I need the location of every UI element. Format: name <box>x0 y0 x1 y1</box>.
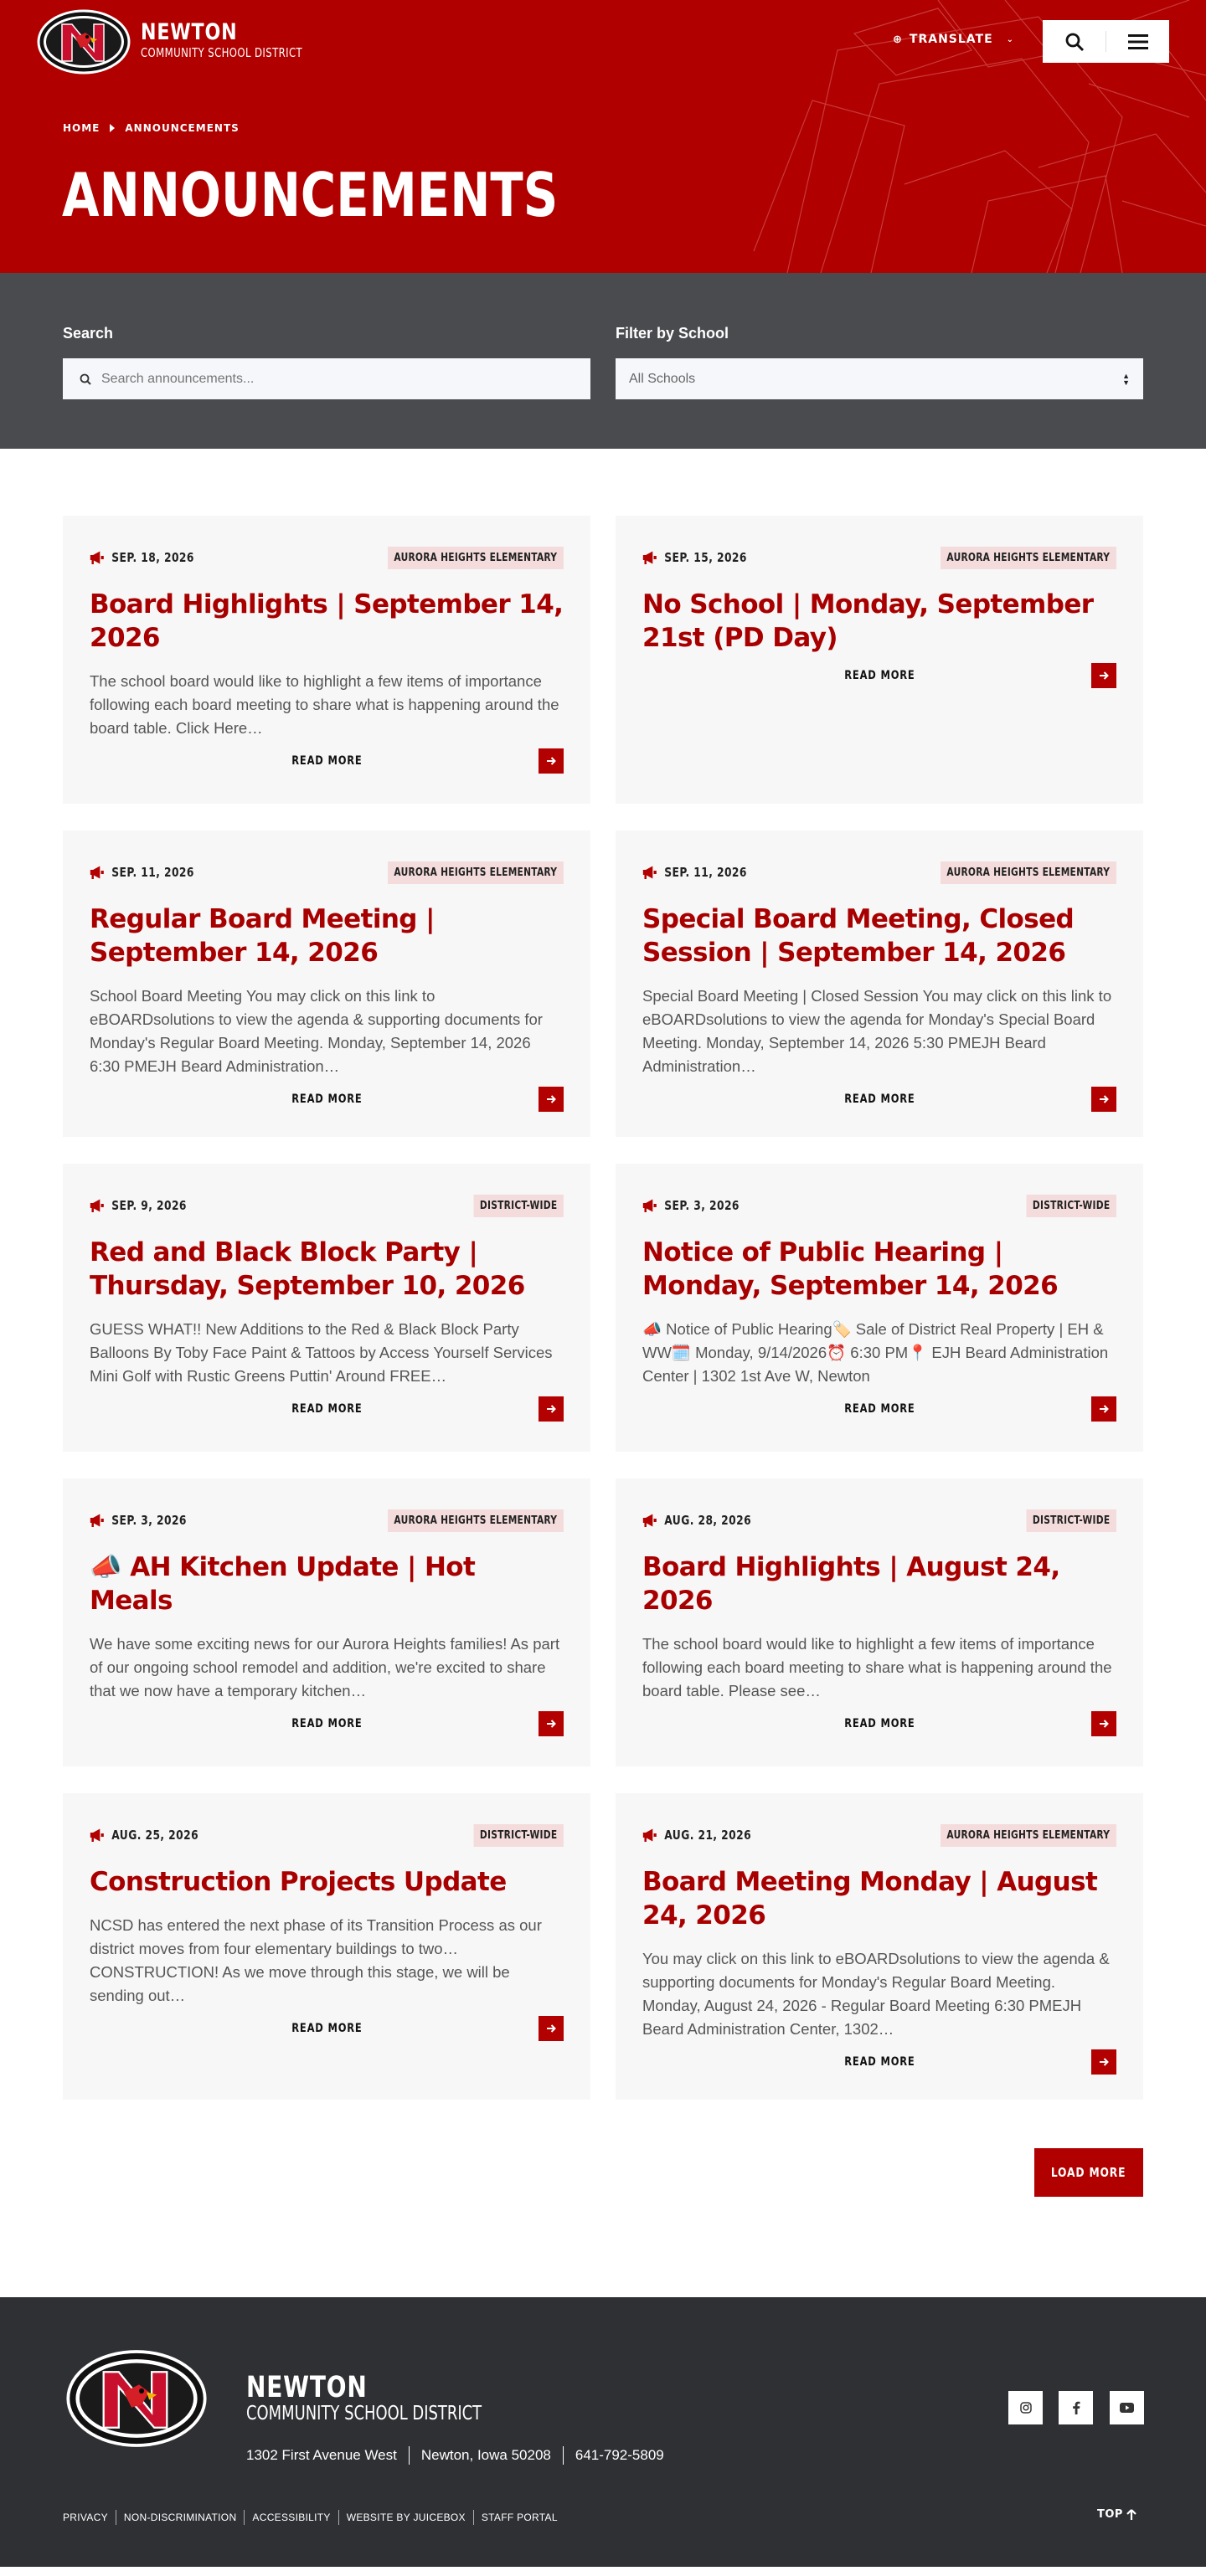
brand[interactable] <box>141 20 348 60</box>
footer-city: Newton, Iowa 50208 <box>409 2446 563 2465</box>
megaphone-icon <box>642 551 657 564</box>
card-title[interactable]: Construction Projects Update <box>90 1867 507 1897</box>
arrow-right-icon <box>1099 671 1109 681</box>
card-excerpt: School Board Meeting You may click on this link to eBOARDsolutions to view the agenda & supporting documents for Monday's Regular Board Meeting. Monday, September 14, 2026 6:30 PMEJH Beard Administration… <box>90 987 543 1075</box>
card-title[interactable]: Board Highlights | August 24, 2026 <box>642 1552 1060 1616</box>
card-date <box>90 1198 187 1213</box>
arrow-right-icon <box>546 2023 556 2034</box>
card-title[interactable]: Board Meeting Monday | August 24, 2026 <box>642 1867 1098 1931</box>
card-school-tag: DISTRICT-WIDE <box>474 1195 564 1217</box>
card-footer <box>642 1396 1116 1422</box>
card-date-text: SEP. 15, 2026 <box>664 550 747 565</box>
card-date-text: SEP. 11, 2026 <box>664 865 747 880</box>
card-title[interactable]: Red and Black Block Party | Thursday, September 10, 2026 <box>90 1237 525 1301</box>
megaphone-icon <box>90 1828 105 1842</box>
card-meta <box>90 861 564 884</box>
announcement-grid <box>0 449 1206 2100</box>
card-date-text: AUG. 28, 2026 <box>664 1513 752 1528</box>
header-tools <box>1043 20 1169 63</box>
page-title: ANNOUNCEMENTS <box>62 160 559 230</box>
read-more-link[interactable]: READ MORE <box>843 669 915 682</box>
announcement-card[interactable] <box>63 830 590 1137</box>
site-footer <box>0 2297 1206 2567</box>
megaphone-icon <box>90 551 105 564</box>
youtube-link[interactable] <box>1110 2391 1144 2424</box>
arrow-right-icon <box>1099 2057 1109 2067</box>
arrow-right-icon <box>1099 1719 1109 1729</box>
announcement-card[interactable] <box>63 1164 590 1452</box>
card-date <box>90 1828 198 1843</box>
card-date <box>642 1828 751 1843</box>
footer-brand-name: NEWTON <box>246 2371 368 2404</box>
megaphone-icon <box>90 1514 105 1527</box>
youtube-icon <box>1120 2403 1134 2413</box>
card-date <box>90 1513 187 1528</box>
card-footer <box>90 1396 564 1422</box>
facebook-icon <box>1072 2401 1080 2414</box>
megaphone-icon <box>642 1828 657 1842</box>
read-more-link[interactable]: READ MORE <box>843 1717 915 1730</box>
read-more-arrow-button[interactable] <box>539 2016 564 2041</box>
footer-link-non-discrimination[interactable]: NON-DISCRIMINATION <box>116 2510 245 2525</box>
card-footer <box>90 1711 564 1736</box>
card-title[interactable]: Board Highlights | September 14, 2026 <box>90 589 564 653</box>
megaphone-icon <box>642 1199 657 1212</box>
read-more-link[interactable]: READ MORE <box>291 1093 363 1106</box>
arrow-right-icon <box>546 1719 556 1729</box>
footer-link-accessibility[interactable]: ACCESSIBILITY <box>244 2510 338 2525</box>
search-input[interactable] <box>101 372 590 387</box>
card-school-tag: AURORA HEIGHTS ELEMENTARY <box>941 547 1116 569</box>
top-label: TOP <box>1097 2508 1123 2521</box>
card-date <box>642 1198 740 1213</box>
card-footer <box>90 2016 564 2041</box>
card-school-tag: DISTRICT-WIDE <box>1027 1509 1116 1532</box>
card-title[interactable]: 📣 AH Kitchen Update | Hot Meals <box>90 1552 476 1616</box>
megaphone-icon <box>90 866 105 879</box>
read-more-arrow-button[interactable] <box>1091 1396 1116 1422</box>
school-filter-group <box>616 325 1143 399</box>
announcement-card[interactable] <box>63 1478 590 1766</box>
breadcrumb <box>63 122 240 134</box>
card-footer <box>90 1087 564 1112</box>
district-logo[interactable] <box>37 9 131 75</box>
brand-subtitle: COMMUNITY SCHOOL DISTRICT <box>141 45 303 60</box>
search-icon <box>80 373 91 385</box>
card-meta <box>642 1509 1116 1532</box>
read-more-link[interactable]: READ MORE <box>843 1093 915 1106</box>
card-excerpt: GUESS WHAT!! New Additions to the Red & Black Block Party Balloons By Toby Face Paint & Tattoos by Access Yourself Services Mini Golf with Rustic Greens Puttin' Around FREE… <box>90 1320 553 1385</box>
search-group <box>63 325 590 399</box>
breadcrumb-home[interactable]: HOME <box>63 122 100 134</box>
footer-contact <box>246 2446 676 2465</box>
arrow-right-icon <box>1099 1094 1109 1104</box>
school-select-value: All Schools <box>629 371 696 386</box>
arrow-right-icon <box>546 756 556 766</box>
footer-brand <box>246 2373 548 2424</box>
card-date-text: AUG. 21, 2026 <box>664 1828 752 1843</box>
read-more-arrow-button[interactable] <box>539 1087 564 1112</box>
filter-bar <box>0 273 1206 449</box>
chevron-down-icon: ⌄ <box>1006 34 1015 44</box>
read-more-arrow-button[interactable] <box>1091 1711 1116 1736</box>
read-more-link[interactable]: READ MORE <box>843 1402 915 1416</box>
instagram-icon <box>1020 2402 1032 2414</box>
translate-button[interactable] <box>893 33 1014 46</box>
footer-logo[interactable] <box>63 2349 210 2448</box>
read-more-link[interactable]: READ MORE <box>291 2022 363 2035</box>
card-date <box>642 1513 751 1528</box>
load-more-wrapper <box>0 2100 1206 2297</box>
announcement-card[interactable] <box>63 516 590 804</box>
card-school-tag: AURORA HEIGHTS ELEMENTARY <box>388 1509 564 1532</box>
school-filter-label: Filter by School <box>616 325 729 342</box>
breadcrumb-separator-icon <box>110 124 115 132</box>
card-school-tag: DISTRICT-WIDE <box>474 1824 564 1847</box>
card-school-tag: AURORA HEIGHTS ELEMENTARY <box>388 547 564 569</box>
megaphone-icon <box>642 1514 657 1527</box>
card-date-text: SEP. 18, 2026 <box>111 550 194 565</box>
translate-label: TRANSLATE <box>909 33 993 46</box>
card-date <box>90 865 194 880</box>
select-arrows-icon: ▲ ▼ <box>1122 371 1130 387</box>
globe-icon: ⊕ <box>893 33 903 46</box>
announcement-card[interactable] <box>616 1164 1143 1452</box>
megaphone-icon <box>90 1199 105 1212</box>
read-more-arrow-button[interactable] <box>1091 2049 1116 2075</box>
footer-link-staff-portal[interactable]: STAFF PORTAL <box>473 2510 565 2525</box>
card-meta <box>90 1194 564 1217</box>
card-meta <box>642 546 1116 569</box>
announcement-card[interactable] <box>616 830 1143 1137</box>
card-date-text: SEP. 3, 2026 <box>664 1198 740 1213</box>
card-school-tag: AURORA HEIGHTS ELEMENTARY <box>941 1824 1116 1847</box>
card-meta <box>90 1509 564 1532</box>
instagram-link[interactable] <box>1008 2391 1043 2424</box>
card-footer <box>642 1087 1116 1112</box>
card-school-tag: AURORA HEIGHTS ELEMENTARY <box>941 861 1116 884</box>
card-meta <box>642 1823 1116 1847</box>
arrow-right-icon <box>546 1404 556 1414</box>
read-more-link[interactable]: READ MORE <box>843 2055 915 2069</box>
arrow-right-icon <box>1099 1404 1109 1414</box>
card-footer <box>90 748 564 774</box>
card-date-text: AUG. 25, 2026 <box>111 1828 199 1843</box>
facebook-link[interactable] <box>1059 2391 1093 2424</box>
footer-address[interactable]: 1302 First Avenue West <box>246 2447 397 2463</box>
footer-links <box>63 2510 565 2525</box>
search-icon <box>1064 32 1085 52</box>
search-label: Search <box>63 325 114 342</box>
arrow-up-icon <box>1126 2509 1136 2521</box>
read-more-arrow-button[interactable] <box>539 1396 564 1422</box>
read-more-link[interactable]: READ MORE <box>291 754 363 768</box>
card-title[interactable]: Regular Board Meeting | September 14, 2026 <box>90 904 435 968</box>
card-excerpt: 📣 Notice of Public Hearing🏷️ Sale of District Real Property | EH & WW🗓️ Monday, 9/14/2026⏰ 6:30 PM📍 EJH Beard Administration Center | 1302 1st Ave W, Newton <box>642 1320 1109 1385</box>
arrow-right-icon <box>546 1094 556 1104</box>
breadcrumb-current: ANNOUNCEMENTS <box>125 122 240 134</box>
card-date-text: SEP. 3, 2026 <box>111 1513 187 1528</box>
card-school-tag: DISTRICT-WIDE <box>1027 1195 1116 1217</box>
search-box <box>63 358 590 399</box>
card-title[interactable]: Notice of Public Hearing | Monday, September 14, 2026 <box>642 1237 1059 1301</box>
card-excerpt: Special Board Meeting | Closed Session You may click on this link to eBOARDsolutions to view the agenda for Monday's Special Board Meeting. Monday, September 14, 2026 5:30 PMEJH Beard Administration… <box>642 987 1112 1075</box>
card-date <box>642 865 747 880</box>
back-to-top-button[interactable] <box>1097 2508 1136 2521</box>
card-title[interactable]: No School | Monday, September 21st (PD Day) <box>642 589 1094 653</box>
menu-button[interactable] <box>1106 20 1169 63</box>
card-excerpt: We have some exciting news for our Aurora Heights families! As part of our ongoing school remodel and addition, we're excited to share that we now have a temporary kitchen… <box>90 1635 560 1699</box>
school-select[interactable] <box>616 358 1143 399</box>
megaphone-icon <box>642 866 657 879</box>
brand-name: NEWTON <box>141 19 238 45</box>
read-more-link[interactable]: READ MORE <box>291 1717 363 1730</box>
card-date <box>90 550 194 565</box>
card-excerpt: The school board would like to highlight a few items of importance following each board meeting to share what is happening around the board table. Please see… <box>642 1635 1112 1699</box>
read-more-arrow-button[interactable] <box>1091 1087 1116 1112</box>
card-meta <box>642 861 1116 884</box>
card-meta <box>90 1823 564 1847</box>
card-title[interactable]: Special Board Meeting, Closed Session | September 14, 2026 <box>642 904 1075 968</box>
announcement-card[interactable] <box>63 1793 590 2100</box>
footer-phone[interactable]: 641-792-5809 <box>563 2446 676 2465</box>
card-date <box>642 550 747 565</box>
card-excerpt: NCSD has entered the next phase of its Transition Process as our district moves from four elementary buildings to two…CONSTRUCTION! As we move through this stage, we will be sending out… <box>90 1916 542 2004</box>
hamburger-icon <box>1128 33 1148 50</box>
announcement-card[interactable] <box>616 1793 1143 2100</box>
read-more-arrow-button[interactable] <box>539 1711 564 1736</box>
load-more-button[interactable]: LOAD MORE <box>1034 2148 1143 2197</box>
footer-link-privacy[interactable]: PRIVACY <box>63 2512 108 2523</box>
search-button[interactable] <box>1043 20 1106 63</box>
site-header <box>0 0 1206 273</box>
read-more-link[interactable]: READ MORE <box>291 1402 363 1416</box>
read-more-arrow-button[interactable] <box>539 748 564 774</box>
card-meta <box>642 1194 1116 1217</box>
card-meta <box>90 546 564 569</box>
card-date-text: SEP. 9, 2026 <box>111 1198 187 1213</box>
card-school-tag: AURORA HEIGHTS ELEMENTARY <box>388 861 564 884</box>
card-footer <box>642 663 1116 688</box>
announcement-card[interactable] <box>616 1478 1143 1766</box>
card-date-text: SEP. 11, 2026 <box>111 865 194 880</box>
card-footer <box>642 2049 1116 2075</box>
card-excerpt: You may click on this link to eBOARDsolutions to view the agenda & supporting documents for Monday's Regular Board Meeting. Monday, August 24, 2026 - Regular Board Meeting 6:30 PMEJH Beard Administration Center, 1302… <box>642 1950 1110 2038</box>
footer-brand-subtitle: COMMUNITY SCHOOL DISTRICT <box>246 2403 482 2424</box>
read-more-arrow-button[interactable] <box>1091 663 1116 688</box>
footer-link-juicebox[interactable]: WEBSITE BY JUICEBOX <box>338 2510 473 2525</box>
announcement-card[interactable] <box>616 516 1143 804</box>
card-footer <box>642 1711 1116 1736</box>
card-excerpt: The school board would like to highlight a few items of importance following each board meeting to share what is happening around the board table. Click Here… <box>90 672 559 737</box>
